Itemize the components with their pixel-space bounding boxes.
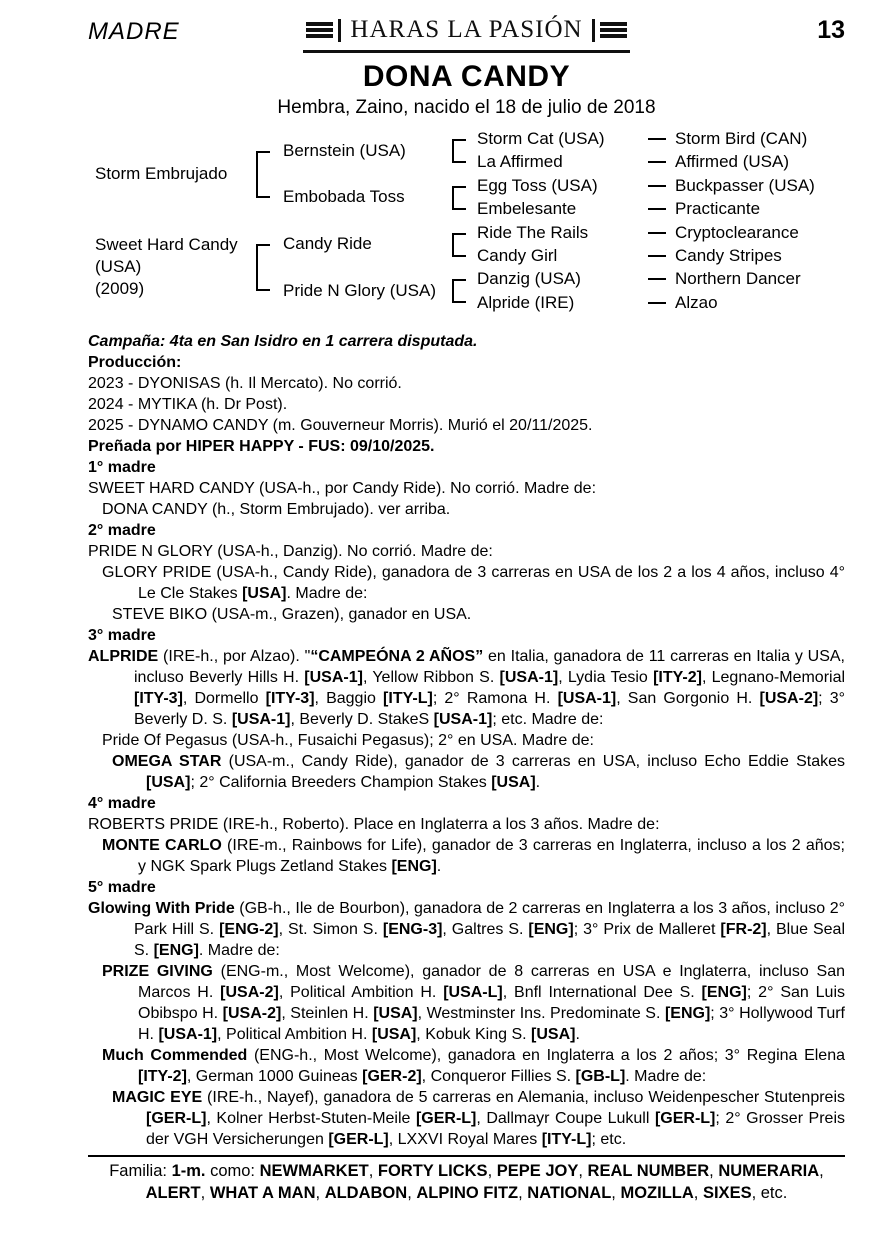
brand-logo	[303, 14, 629, 53]
race-record	[88, 331, 845, 1150]
dam5-offspring-2: Much Commended (ENG-h., Most Welcome), ganadora en Inglaterra a los 2 años; 3° Regina Elena [ITY-2], German 1000 Guineas [GER-2], Conqueror Fillies S. [GB-L]. Madre de:	[102, 1047, 846, 1085]
dam2-offspring-1: GLORY PRIDE (USA-h., Candy Ride), ganadora de 3 carreras en USA de los 2 a los 4 años, incluso 4° Le Cle Stakes [USA]. Madre de:	[102, 564, 845, 602]
dam2-paragraph: PRIDE N GLORY (USA-h., Danzig). No corrió. Madre de:	[88, 543, 493, 560]
dam5-paragraph: Glowing With Pride (GB-h., Ile de Bourbon), ganadora de 2 carreras en Inglaterra a los 3 años, incluso 2° Park Hill S. [ENG-2], St. Simon S. [ENG-3], Galtres S. [ENG]; 3° Prix de Malleret [FR-2], Blue Seal S. [ENG]. Madre de:	[88, 900, 845, 959]
logo-divider-right	[592, 19, 595, 42]
pedigree-entry: Candy Girl	[477, 246, 558, 265]
pedigree-bracket	[452, 186, 466, 210]
dam-heading-1: 1° madre	[88, 459, 156, 476]
pedigree-entry: Alzao	[675, 293, 718, 312]
pedigree-bracket	[256, 244, 270, 291]
pedigree-entry: Embobada Toss	[283, 187, 405, 206]
dam-heading-5: 5° madre	[88, 879, 156, 896]
pedigree-bracket	[452, 233, 466, 257]
logo-bars-left-icon	[306, 22, 333, 38]
pedigree-dash	[648, 185, 666, 187]
pedigree-entry: La Affirmed	[477, 152, 563, 171]
pedigree-bracket	[452, 279, 466, 303]
pedigree-entry: Storm Cat (USA)	[477, 129, 605, 148]
pedigree-dam-year: (2009)	[95, 279, 145, 298]
pedigree-dash	[648, 208, 666, 210]
dam-heading-3: 3° madre	[88, 627, 156, 644]
pedigree-entry: Buckpasser (USA)	[675, 176, 815, 195]
page-number: 13	[817, 16, 845, 44]
pedigree-bracket	[256, 151, 270, 198]
brand-name: HARAS LA PASIÓN	[350, 16, 583, 43]
pedigree-entry: Candy Stripes	[675, 246, 782, 265]
pedigree-tree	[88, 128, 845, 324]
dam2-offspring-2: STEVE BIKO (USA-m., Grazen), ganador en USA.	[112, 606, 472, 623]
pedigree-entry: Affirmed (USA)	[675, 152, 789, 171]
pedigree-entry: Bernstein (USA)	[283, 141, 406, 160]
dam4-paragraph: ROBERTS PRIDE (IRE-h., Roberto). Place en Inglaterra a los 3 años. Madre de:	[88, 816, 660, 833]
horse-name: DONA CANDY	[362, 60, 571, 93]
pedigree-bracket	[452, 139, 466, 163]
foal-entry-2023: 2023 - DYONISAS (h. Il Mercato). No corrió.	[88, 375, 402, 392]
production-heading: Producción:	[88, 354, 182, 371]
pedigree-entry: Embelesante	[477, 199, 577, 218]
pedigree-entry: Pride N Glory (USA)	[283, 281, 437, 300]
pedigree-dam: Sweet Hard Candy	[95, 235, 238, 254]
dam5-offspring-3: MAGIC EYE (IRE-h., Nayef), ganadora de 5 carreras en Alemania, incluso Weidenpescher Stutenpreis [GER-L], Kolner Herbst-Stuten-Meile [GER-L], Dallmayr Coupe Lukull [GER-L]; 2° Grosser Preis der VGH Versicherungen [GER-L], LXXVI Royal Mares [ITY-L]; etc.	[112, 1089, 845, 1148]
campaign-line: Campaña: 4ta en San Isidro en 1 carrera disputada.	[88, 333, 478, 350]
pedigree-entry: Northern Dancer	[675, 269, 801, 288]
pedigree-dash	[648, 278, 666, 280]
pedigree-entry: Candy Ride	[283, 234, 372, 253]
dam-heading-4: 4° madre	[88, 795, 156, 812]
pregnancy-line: Preñada por HIPER HAPPY - FUS: 09/10/2025.	[88, 438, 435, 455]
foal-entry-2025: 2025 - DYNAMO CANDY (m. Gouverneur Morris). Murió el 20/11/2025.	[88, 417, 593, 434]
dam3-offspring-2: OMEGA STAR (USA-m., Candy Ride), ganador de 3 carreras en USA, incluso Echo Eddie Stakes [USA]; 2° California Breeders Champion Stakes [USA].	[112, 753, 845, 791]
pedigree-dash	[648, 255, 666, 257]
pedigree-dash	[648, 232, 666, 234]
pedigree-entry: Ride The Rails	[477, 223, 589, 242]
dam-heading-2: 2° madre	[88, 522, 156, 539]
dam1-paragraph: SWEET HARD CANDY (USA-h., por Candy Ride). No corrió. Madre de:	[88, 480, 597, 497]
family-divider	[88, 1155, 845, 1157]
section-label: MADRE	[88, 18, 180, 45]
dam4-offspring: MONTE CARLO (IRE-m., Rainbows for Life), ganador de 3 carreras en Inglaterra, incluso a los 2 años; y NGK Spark Plugs Zetland Stakes [ENG].	[102, 837, 845, 875]
pedigree-entry: Egg Toss (USA)	[477, 176, 598, 195]
dam5-offspring-1: PRIZE GIVING (ENG-m., Most Welcome), ganador de 8 carreras en USA e Inglaterra, incluso San Marcos H. [USA-2], Political Ambition H. [USA-L], Bnfl International Dee S. [ENG]; 2° San Luis Obibspo H. [USA-2], Steinlen H. [USA], Westminster Ins. Predominate S. [ENG]; 3° Hollywood Turf H. [USA-1], Political Ambition H. [USA], Kobuk King S. [USA].	[102, 963, 846, 1043]
family-line: Familia: 1-m. como: NEWMARKET, FORTY LICKS, PEPE JOY, REAL NUMBER, NUMERARIA, ALERT, WHAT A MAN, ALDABON, ALPINO FITZ, NATIONAL, MOZILLA, SIXES, etc.	[109, 1162, 824, 1202]
pedigree-dam-country: (USA)	[95, 257, 142, 276]
pedigree-dash	[648, 161, 666, 163]
dam3-offspring-1: Pride Of Pegasus (USA-h., Fusaichi Pegasus); 2° en USA. Madre de:	[102, 732, 594, 749]
pedigree-dash	[648, 138, 666, 140]
pedigree-entry: Storm Bird (CAN)	[675, 129, 808, 148]
dam1-offspring: DONA CANDY (h., Storm Embrujado). ver arriba.	[102, 501, 451, 518]
pedigree-entry: Practicante	[675, 199, 761, 218]
header	[88, 14, 845, 53]
logo-bars-right-icon	[600, 22, 627, 38]
horse-description: Hembra, Zaino, nacido el 18 de julio de 2018	[277, 97, 656, 118]
pedigree-entry: Cryptoclearance	[675, 223, 799, 242]
pedigree-dash	[648, 302, 666, 304]
pedigree-entry: Alpride (IRE)	[477, 293, 575, 312]
dam3-paragraph: ALPRIDE (IRE-h., por Alzao). "“CAMPEÓNA 2 AÑOS” en Italia, ganadora de 11 carreras en Italia y USA, incluso Beverly Hills H. [USA-1], Yellow Ribbon S. [USA-1], Lydia Tesio [ITY-2], Legnano-Memorial [ITY-3], Dormello [ITY-3], Baggio [ITY-L]; 2° Ramona H. [USA-1], San Gorgonio H. [USA-2]; 3° Beverly D. S. [USA-1], Beverly D. StakeS [USA-1]; etc. Madre de:	[88, 648, 846, 728]
foal-entry-2024: 2024 - MYTIKA (h. Dr Post).	[88, 396, 288, 413]
pedigree-entry: Danzig (USA)	[477, 269, 581, 288]
pedigree-sire: Storm Embrujado	[95, 164, 228, 183]
logo-divider-left	[338, 19, 341, 42]
